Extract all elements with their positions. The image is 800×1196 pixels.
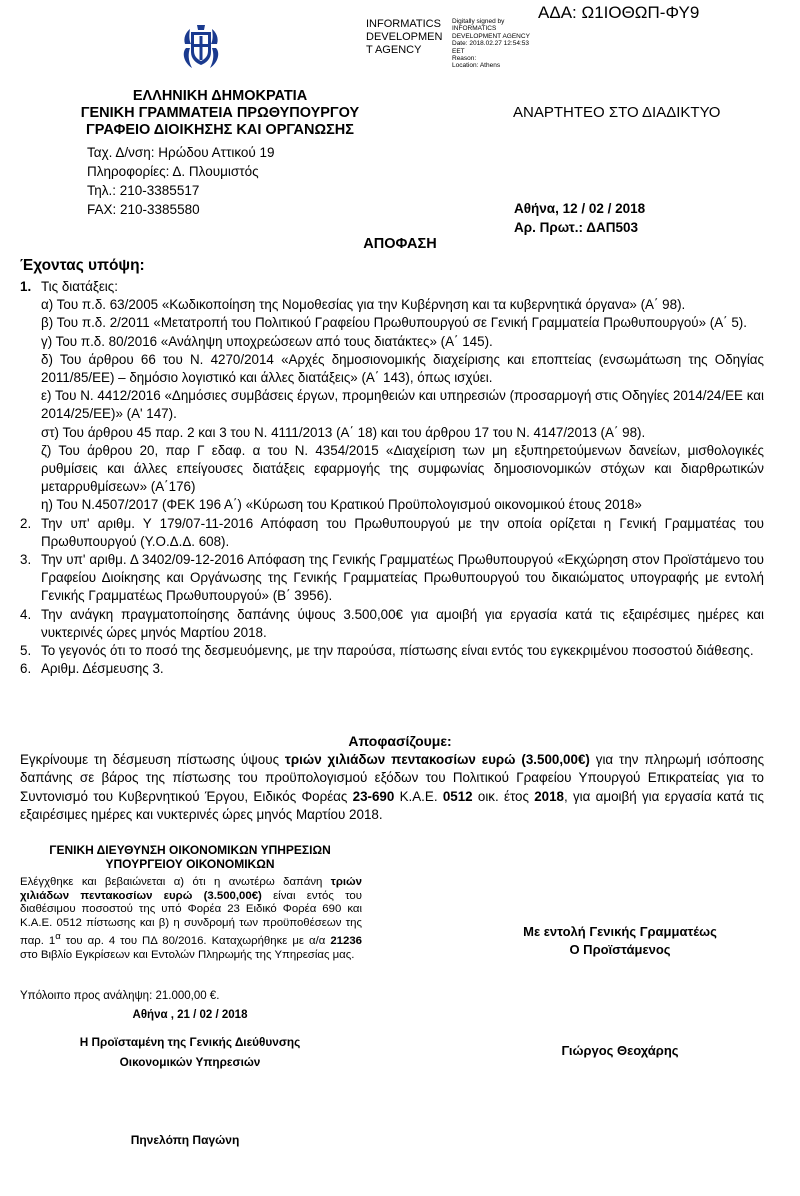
- title-line: Η Προϊσταμένη της Γενικής Διεύθυνσης: [79, 1035, 301, 1049]
- finance-head-title: [20, 1032, 360, 1072]
- remaining-balance: Υπόλοιπο προς ανάληψη: 21.000,00 €.: [20, 990, 220, 1002]
- order-line: Με εντολή Γενικής Γραμματέως: [523, 924, 717, 939]
- list-item: [20, 642, 764, 660]
- list-item: [20, 551, 764, 606]
- item-text: Τις διατάξεις:: [41, 279, 118, 294]
- sub-item: α) Του π.δ. 63/2005 «Κωδικοποίηση της Νομοθεσίας για την Κυβέρνηση και τα κυβερνητικά όργανα» (Α΄ 98).: [41, 297, 686, 313]
- list-item: [20, 278, 764, 296]
- digital-signature-details: [452, 18, 542, 70]
- considering-heading: Έχοντας υπόψη:: [20, 257, 145, 274]
- registry-number: 21236: [330, 935, 362, 948]
- phone: Τηλ.: 210-3385517: [87, 183, 200, 198]
- contact-block: [87, 143, 275, 219]
- superscript: α: [55, 931, 61, 943]
- decision-text: , για αμοιβή για εργασία κατά τις εξαιρέσιμες ημέρες και νυκτερινές ώρες μηνός Μαρτίου 2018.: [20, 788, 764, 823]
- item-text: Το γεγονός ότι το ποσό της δεσμευόμενης, με την παρούσα, πίστωσης είναι εντός του εγκεκριμένου ποσοστού διάθεσης.: [41, 643, 754, 659]
- sub-item: ε) Του Ν. 4412/2016 «Δημόσιες συμβάσεις έργων, προμηθειών και υπηρεσιών (προσαρμογή στις Οδηγίες 2014/24/ΕΕ και 2014/25/ΕΕ)» (Α' 147).: [41, 388, 764, 422]
- signature-location: Location: Athens: [452, 62, 501, 70]
- verification-text: Ελέγχθηκε και βεβαιώνεται α) ότι η ανωτέρω δαπάνη: [20, 876, 331, 888]
- decision-heading: Αποφασίζουμε:: [348, 733, 452, 749]
- contact-person: Πληροφορίες: Δ. Πλουμιστός: [87, 164, 259, 179]
- document-date: Αθήνα, 12 / 02 / 2018: [514, 201, 646, 216]
- verification-text: είναι εντός του διαθέσιμου ποσοστού της υπό Φορέα 23 Ειδικό Φορέα 690 και Κ.Α.Ε. 0512 πίστωσης και β) η συνδρομή των προϋποθέσεων της παρ. 1: [20, 889, 362, 948]
- title-line: Οικονομικών Υπηρεσιών: [119, 1055, 261, 1069]
- finance-directorate-heading: [20, 843, 360, 871]
- signature-reason: Reason:: [452, 55, 477, 63]
- ada-number: ΑΔΑ: Ω1ΙΟΘΩΠ-ΦΥ9: [538, 3, 700, 22]
- sub-item: ζ) Του άρθρου 20, παρ Γ εδαφ. α του Ν. 4354/2015 «Διαχείριση των μη εξυπηρετούμενων δανείων, μισθολογικές ρυθμίσεις και άλλες επείγουσες διατάξεις εφαρμογής της συμφωνίας δημοσιονομικών στόχων και διαρθρωτικών μεταρρυθμίσεων» (Α΄176): [41, 442, 764, 495]
- signature-line: INFORMATICS: [452, 25, 497, 33]
- protocol-number: Αρ. Πρωτ.: ΔΑΠ503: [514, 220, 638, 235]
- signer-name: Γιώργος Θεοχάρης: [561, 1043, 679, 1058]
- sub-item: στ) Του άρθρου 45 παρ. 2 και 3 του Ν. 4111/2013 (Α΄ 18) και του άρθρου 17 του Ν. 4147/2013 (Α΄ 98).: [41, 424, 646, 440]
- kae-code: 0512: [442, 788, 473, 804]
- address: Ταχ. Δ/νση: Ηρώδου Αττικού 19: [87, 145, 275, 160]
- header-line: ΓΡΑΦΕΙΟ ΔΙΟΙΚΗΣΗΣ ΚΑΙ ΟΡΓΑΝΩΣΗΣ: [86, 122, 354, 138]
- sub-item: δ) Του άρθρου 66 του Ν. 4270/2014 «Αρχές δημοσιονομικής διαχείρισης και εποπτείας (ενσωμάτωση της Οδηγίας 2011/85/ΕΕ) – δημόσιο λογιστικό και άλλες διατάξεις» (Α΄ 143), όπως ισχύει.: [41, 351, 764, 386]
- header-line: ΕΛΛΗΝΙΚΗ ΔΗΜΟΚΡΑΤΙΑ: [132, 88, 308, 104]
- decision-amount: τριών χιλιάδων πεντακοσίων ευρώ (3.500,00€): [284, 752, 590, 767]
- item-text: Αριθμ. Δέσμευσης 3.: [41, 661, 164, 677]
- sub-item: β) Του π.δ. 2/2011 «Μετατροπή του Πολιτικού Γραφείου Πρωθυπουργού σε Γενική Γραμματεία Πρωθυπουργού» (Α΄ 5).: [41, 315, 747, 331]
- posted-online-notice: ΑΝΑΡΤΗΤΕΟ ΣΤΟ ΔΙΑΔΙΚΤΥΟ: [513, 104, 721, 121]
- list-item: [20, 660, 764, 678]
- signature-line: EET: [452, 47, 465, 55]
- heading-line: ΥΠΟΥΡΓΕΙΟΥ ΟΙΚΟΝΟΜΙΚΩΝ: [105, 857, 275, 871]
- item-number: 4.: [20, 606, 32, 622]
- order-signature-block: [470, 923, 770, 959]
- date-block: [514, 199, 645, 237]
- hellenic-republic-emblem: [180, 22, 222, 72]
- verification-text: του αρ. 4 του ΠΔ 80/2016. Καταχωρήθηκε με α/α: [60, 935, 331, 948]
- item-text: Την υπ' αριθμ. Δ 3402/09-12-2016 Απόφαση της Γενικής Γραμματέως Πρωθυπουργού «Εκχώρηση στον Προϊστάμενο του Γραφείου Διοίκησης και Οργάνωσης της Γενικής Γραμματείας Πρωθυπουργού του δικαιώματος υπογραφής με εντολή Γενικής Γραμματέως Πρωθυπουργού» (Β΄ 3956).: [41, 552, 764, 604]
- signature-line: DEVELOPMENT AGENCY: [452, 32, 530, 40]
- considerations-list: [20, 278, 764, 678]
- sub-item: γ) Του π.δ. 80/2016 «Ανάληψη υποχρεώσεων από τους διατάκτες» (Α΄ 145).: [41, 333, 493, 349]
- decision-paragraph: [20, 751, 764, 825]
- verification-date: Αθήνα , 21 / 02 / 2018: [132, 1009, 248, 1021]
- verification-text: στο Βιβλίο Εγκρίσεων και Εντολών Πληρωμής της Υπηρεσίας μας.: [20, 948, 355, 961]
- heading-line: ΓΕΝΙΚΗ ΔΙΕΥΘΥΝΣΗ ΟΙΚΟΝΟΜΙΚΩΝ ΥΠΗΡΕΣΙΩΝ: [49, 843, 331, 857]
- decision-text: για την πληρωμή ισόποσης δαπάνης σε βάρος της πίστωσης του προϋπολογισμού εξόδων του Πολιτικού Γραφείου Υπουργού Επικρατείας για το Συντονισμό του Κυβερνητικού Έργου, Ειδικός Φορέας: [20, 752, 765, 804]
- item-text: Την υπ' αριθμ. Υ 179/07-11-2016 Απόφαση του Πρωθυπουργού με την οποία ορίζεται η Γενική Γραμματέας του Πρωθυπουργού (Υ.Ο.Δ.Δ. 608).: [41, 515, 764, 549]
- fax: FAX: 210-3385580: [87, 202, 200, 217]
- item-number: 3.: [20, 552, 32, 568]
- item-number: 5.: [20, 643, 32, 659]
- item-text: Την ανάγκη πραγματοποίησης δαπάνης ύψους 3.500,00€ για αμοιβή για εργασία κατά τις εξαιρέσιμες ημέρες και νυκτερινές ώρες μηνός Μαρτίου 2018.: [41, 606, 764, 640]
- decision-text: Κ.Α.Ε.: [394, 788, 443, 804]
- signature-line: Digitally signed by: [452, 18, 505, 25]
- finance-head-name: Πηνελόπη Παγώνη: [130, 1133, 240, 1147]
- signature-organization: INFORMATICS DEVELOPMEN T AGENCY: [366, 18, 443, 56]
- special-agency-code: 23-690: [352, 788, 395, 804]
- header-line: ΓΕΝΙΚΗ ΓΡΑΜΜΑΤΕΙΑ ΠΡΩΘΥΠΟΥΡΓΟΥ: [80, 105, 360, 121]
- sub-item: η) Του Ν.4507/2017 (ΦΕΚ 196 Α΄) «Κύρωση του Κρατικού Προϋπολογισμού οικονομικού έτους 2018»: [41, 497, 642, 513]
- document-title: ΑΠΟΦΑΣΗ: [363, 236, 437, 252]
- verification-paragraph: [20, 876, 362, 962]
- decision-text: οικ. έτος: [472, 788, 535, 804]
- list-item: [20, 515, 764, 551]
- item-number: 2.: [20, 515, 32, 531]
- fiscal-year: 2018: [534, 788, 564, 804]
- verification-amount: τριών χιλιάδων πεντακοσίων ευρώ (3.500,00€): [20, 876, 362, 902]
- item-number: 6.: [20, 661, 32, 677]
- decision-text: Εγκρίνουμε τη δέσμευση πίστωσης ύψους: [20, 752, 285, 767]
- signature-date: Date: 2018.02.27 12:54:53: [452, 40, 529, 48]
- item-number: 1.: [20, 279, 32, 294]
- issuer-header: [40, 88, 400, 139]
- list-item: [20, 606, 764, 642]
- order-line: Ο Προϊστάμενος: [569, 942, 671, 957]
